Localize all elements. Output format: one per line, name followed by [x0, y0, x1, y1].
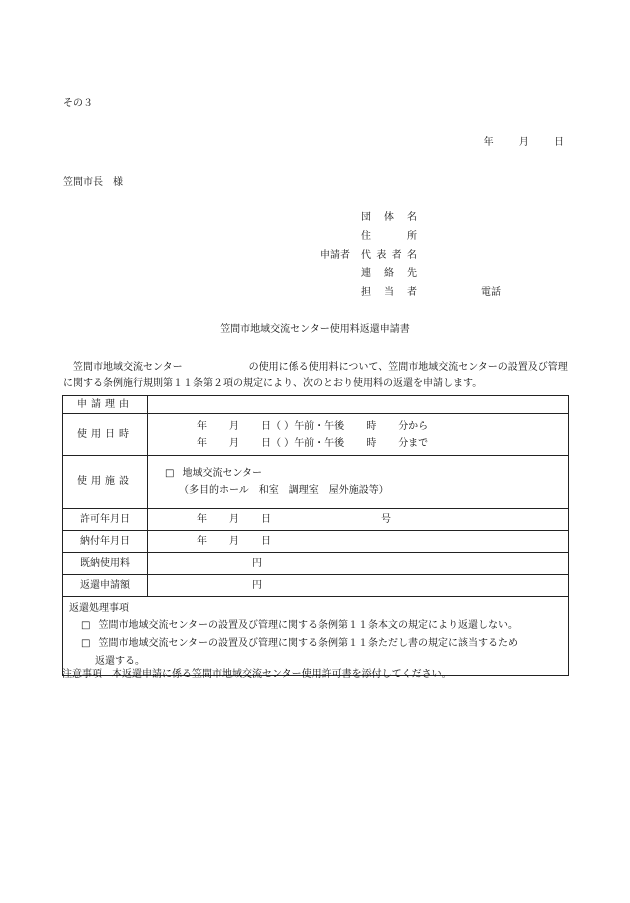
- paid-fee-field[interactable]: [148, 553, 569, 575]
- address-label: 住所: [361, 231, 417, 242]
- person-in-charge-label: 担当者: [361, 287, 417, 298]
- document-number: その３: [63, 98, 93, 109]
- option2-text-line1: 笠間市地域交流センターの設置及び管理に関する条例第１１条ただし書の規定に該当するため: [98, 638, 519, 649]
- permit-date-field[interactable]: 年 月 日 号: [148, 509, 569, 531]
- representative-label: 代表者名: [361, 250, 417, 261]
- option1-checkbox[interactable]: □: [81, 620, 91, 631]
- usage-date-to: 年 月 日（ ）午前・午後 時 分まで: [197, 437, 429, 449]
- processing-option-2: [69, 635, 562, 653]
- option1-text: 笠間市地域交流センターの設置及び管理に関する条例第１１条本文の規定により返還しない。: [98, 620, 519, 631]
- facility-row: [63, 456, 569, 509]
- intro-part2: の使用に係る使用料について、笠間市地域交流センターの設置及び管理に関する条例施行規則第１１条第２項の規定により、次のとおり使用料の返還を申請します。: [63, 362, 568, 389]
- date-month: 月: [518, 137, 529, 148]
- payment-date-row: [63, 531, 569, 553]
- payment-date-label: 納付年月日: [63, 531, 148, 553]
- application-table: [62, 395, 569, 676]
- processing-cell: [63, 597, 569, 676]
- reason-label: 申請理由: [63, 396, 148, 414]
- facility-field: [148, 456, 569, 509]
- paid-fee-unit: 円: [252, 557, 262, 569]
- date-line: [484, 137, 564, 149]
- intro-part1: 笠間市地域交流センター: [73, 362, 183, 373]
- date-day: 日: [554, 137, 564, 148]
- processing-option-1: [69, 617, 562, 635]
- usage-date-field[interactable]: [148, 414, 569, 456]
- processing-label: 返還処理事項: [69, 603, 129, 614]
- facility-rooms: （多目的ホール 和室 調理室 屋外施設等）: [179, 485, 389, 496]
- payment-date-field[interactable]: 年 月 日: [148, 531, 569, 553]
- facility-label: 使用施設: [63, 456, 148, 509]
- option2-checkbox[interactable]: □: [81, 638, 91, 649]
- refund-amount-unit: 円: [252, 579, 262, 591]
- date-year: 年: [483, 137, 494, 148]
- facility-option: [165, 465, 562, 482]
- group-name-label: 団体名: [361, 212, 417, 223]
- refund-amount-label: 返還申請額: [63, 575, 148, 597]
- processing-row: [63, 597, 569, 676]
- option2-text-line2: 返還する。: [95, 656, 145, 667]
- intro-paragraph: [63, 360, 571, 392]
- note: 注意事項 本返還申請に係る笠間市地域交流センター使用許可書を添付してください。: [62, 669, 452, 680]
- recipient: 笠間市長 様: [63, 177, 123, 188]
- refund-amount-field[interactable]: [148, 575, 569, 597]
- reason-field[interactable]: [148, 396, 569, 414]
- facility-name: 地域交流センター: [182, 468, 263, 479]
- paid-fee-row: [63, 553, 569, 575]
- refund-amount-row: [63, 575, 569, 597]
- permit-date-row: [63, 509, 569, 531]
- applicant-prefix: 申請者: [320, 250, 350, 261]
- document-title: 笠間市地域交流センター使用料返還申請書: [220, 324, 410, 335]
- phone-label: 電話: [481, 287, 501, 298]
- reason-row: [63, 396, 569, 414]
- permit-date-label: 許可年月日: [63, 509, 148, 531]
- usage-date-label: 使用日時: [63, 414, 148, 456]
- facility-checkbox[interactable]: □: [165, 468, 175, 479]
- paid-fee-label: 既納使用料: [63, 553, 148, 575]
- usage-date-row: [63, 414, 569, 456]
- usage-date-from: 年 月 日（ ）午前・午後 時 分から: [197, 420, 429, 432]
- contact-label: 連絡先: [361, 268, 417, 279]
